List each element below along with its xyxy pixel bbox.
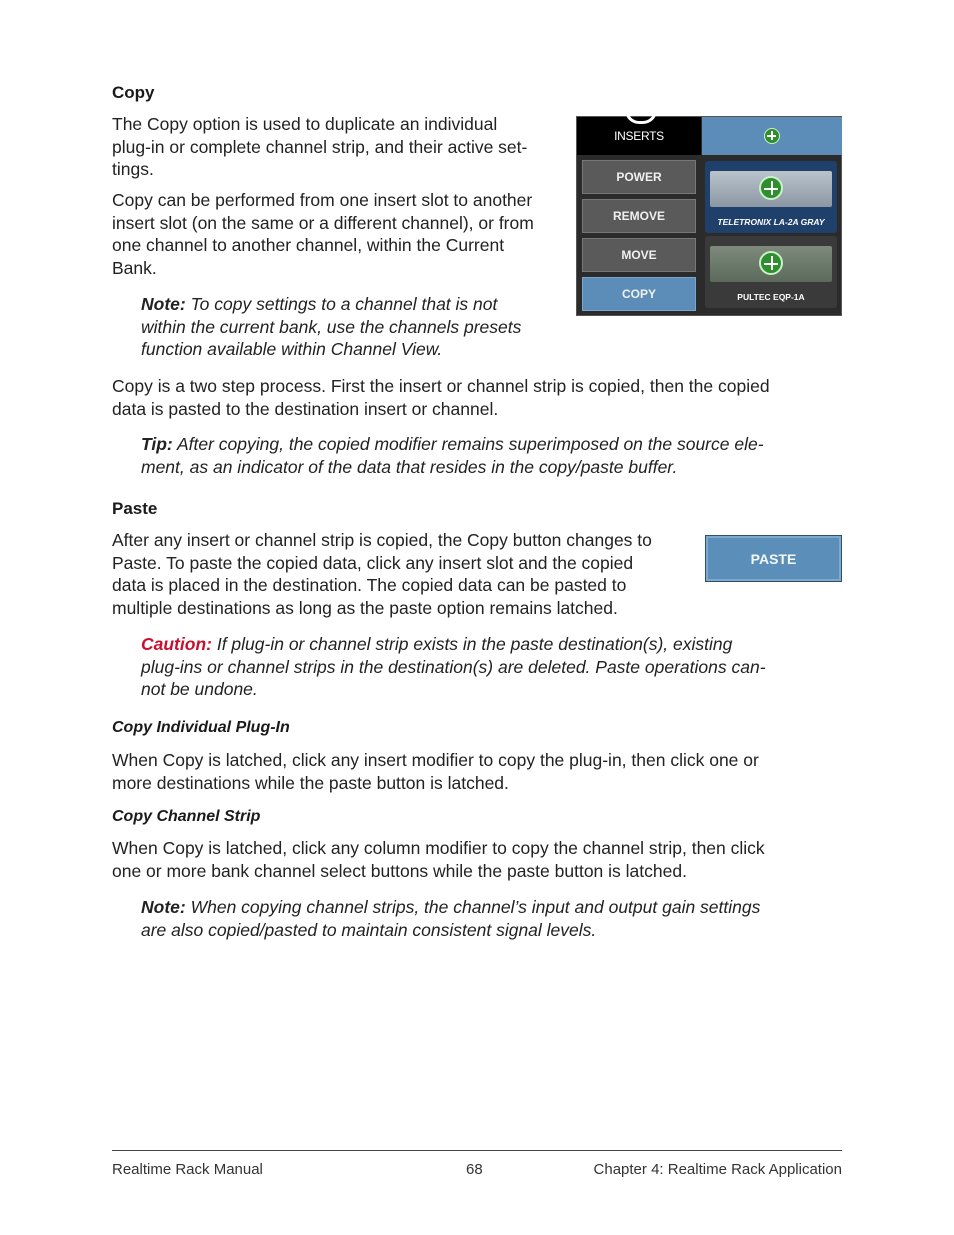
footer-manual-title: Realtime Rack Manual <box>112 1161 263 1178</box>
text-line: are also copied/pasted to maintain consistent signal levels. <box>141 919 597 940</box>
column-modifier-cell[interactable] <box>702 117 842 155</box>
text-line: data is pasted to the destination insert or channel. <box>112 398 499 419</box>
copy-strip-paragraph <box>112 837 765 882</box>
footer-page-number: 68 <box>466 1161 483 1178</box>
text-line: If plug-in or channel strip exists in the paste destination(s), existing <box>211 634 733 654</box>
text-line: within the current bank, use the channels presets <box>141 316 522 337</box>
text-line: data is placed in the destination. The copied data can be pasted to <box>112 575 627 595</box>
text-line: more destinations while the paste button is latched. <box>112 772 509 793</box>
text-line: After copying, the copied modifier remains superimposed on the source ele- <box>172 434 764 454</box>
knob-arc-icon <box>625 107 657 124</box>
copy-plugin-heading: Copy Individual Plug-In <box>112 719 290 736</box>
tip-label: Tip: <box>141 434 173 454</box>
text-line: multiple destinations as long as the paste option remains latched. <box>112 597 618 618</box>
plugin-name: PULTEC EQP-1A <box>737 292 805 302</box>
caution-label: Caution: <box>141 634 212 654</box>
insert-slot-pultec[interactable] <box>705 236 837 308</box>
text-line: When copying channel strips, the channel’s input and output gain settings <box>185 897 761 917</box>
copy-heading: Copy <box>112 83 155 102</box>
paste-paragraph <box>112 529 652 619</box>
move-cross-icon <box>764 128 780 144</box>
copy-plugin-paragraph <box>112 749 759 794</box>
text-line: plug-in or complete channel strip, and their active set- <box>112 136 528 157</box>
remove-button[interactable]: REMOVE <box>582 199 696 233</box>
copy-tip <box>141 433 764 478</box>
text-line: insert slot (on the same or a different channel), or from <box>112 212 534 233</box>
text-line: not be undone. <box>141 679 258 699</box>
text-line: When Copy is latched, click any insert modifier to copy the plug-in, then click one or <box>112 750 759 770</box>
note-label: Note: <box>141 294 186 314</box>
paste-button[interactable]: PASTE <box>706 536 841 581</box>
copy-note <box>141 293 521 361</box>
move-button[interactable]: MOVE <box>582 238 696 272</box>
text-line: function available within Channel View. <box>141 339 443 359</box>
inserts-tab-label: INSERTS <box>614 129 664 143</box>
footer-divider <box>112 1150 842 1151</box>
text-line: To copy settings to a channel that is not <box>185 294 498 314</box>
copy-strip-note <box>141 896 760 941</box>
text-line: plug-ins or channel strips in the destination(s) are deleted. Paste operations can- <box>141 656 766 677</box>
inserts-tab[interactable] <box>577 117 701 155</box>
move-cross-icon <box>759 176 783 200</box>
text-line: ment, as an indicator of the data that resides in the copy/paste buffer. <box>141 456 678 477</box>
note-label: Note: <box>141 897 186 917</box>
paste-caution <box>141 633 766 701</box>
text-line: When Copy is latched, click any column modifier to copy the channel strip, then click <box>112 838 765 858</box>
text-line: The Copy option is used to duplicate an individual <box>112 114 498 134</box>
copy-intro-paragraph <box>112 113 527 181</box>
footer-chapter-title: Chapter 4: Realtime Rack Application <box>593 1161 842 1178</box>
text-line: Copy can be performed from one insert slot to another <box>112 190 533 210</box>
copy-process-paragraph <box>112 375 770 420</box>
copy-button[interactable]: COPY <box>582 277 696 311</box>
text-line: one channel to another channel, within the Current <box>112 235 505 255</box>
plugin-name: TELETRONIX LA-2A GRAY <box>717 217 825 227</box>
copy-strip-heading: Copy Channel Strip <box>112 808 261 825</box>
text-line: one or more bank channel select buttons while the paste button is latched. <box>112 860 687 881</box>
text-line: tings. <box>112 159 154 179</box>
inserts-screenshot <box>576 116 842 316</box>
power-button[interactable]: POWER <box>582 160 696 194</box>
text-line: Paste. To paste the copied data, click any insert slot and the copied <box>112 552 634 573</box>
copy-scope-paragraph <box>112 189 534 279</box>
insert-slot-la2a[interactable] <box>705 161 837 233</box>
move-cross-icon <box>759 251 783 275</box>
text-line: Copy is a two step process. First the insert or channel strip is copied, then the copied <box>112 376 770 396</box>
text-line: Bank. <box>112 257 157 278</box>
text-line: After any insert or channel strip is copied, the Copy button changes to <box>112 530 652 550</box>
paste-heading: Paste <box>112 499 158 518</box>
